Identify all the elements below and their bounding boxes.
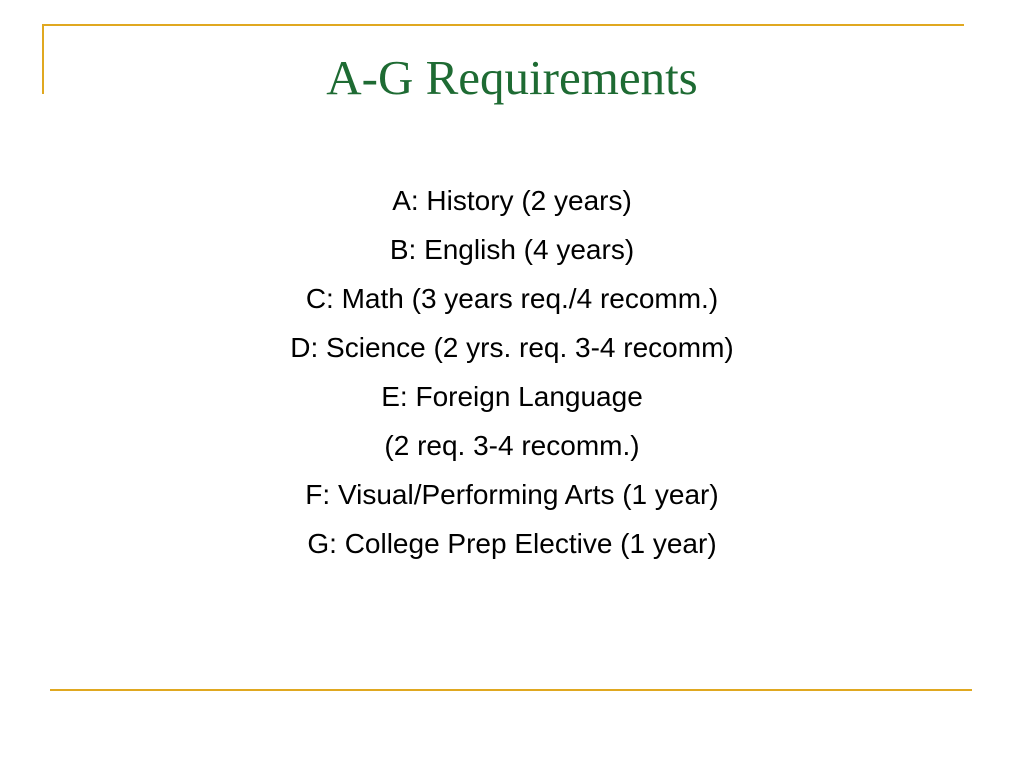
requirement-line: F: Visual/Performing Arts (1 year) [305,479,719,510]
requirement-line: B: English (4 years) [389,234,635,265]
requirement-line: (2 req. 3-4 recomm.) [384,430,640,461]
bottom-accent-rule [50,689,972,691]
requirements-list [0,176,1024,568]
requirement-line: E: Foreign Language [381,381,643,412]
requirement-line: A: History (2 years) [392,185,632,216]
requirement-line: C: Math (3 years req./4 recomm.) [305,283,719,314]
slide-title: A-G Requirements [326,50,698,105]
requirement-line: G: College Prep Elective (1 year) [307,528,717,559]
top-accent-rule [42,24,964,26]
requirement-line: D: Science (2 yrs. req. 3-4 recomm) [290,332,734,363]
